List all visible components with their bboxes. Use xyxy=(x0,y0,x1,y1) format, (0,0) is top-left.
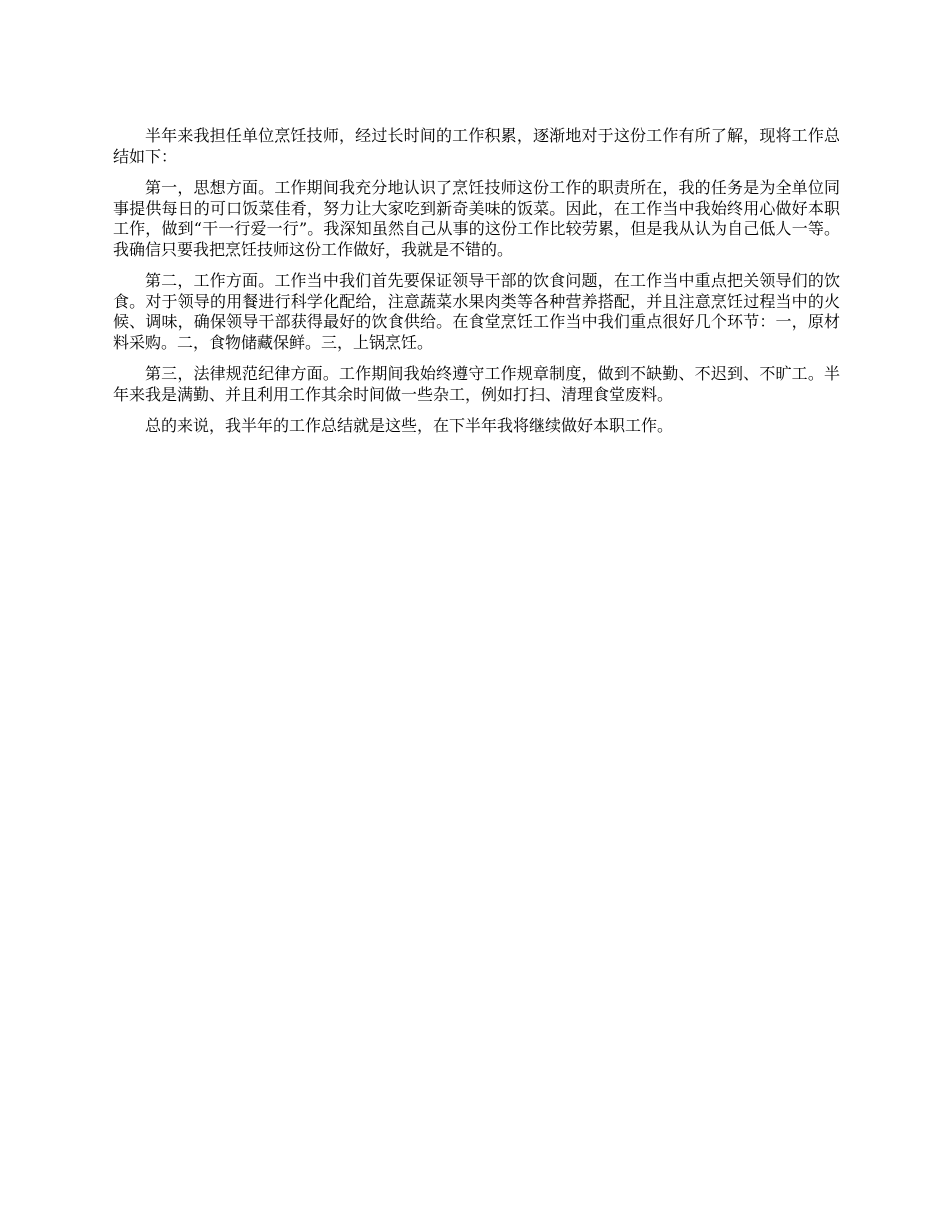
paragraph-conclusion: 总的来说，我半年的工作总结就是这些，在下半年我将继续做好本职工作。 xyxy=(145,416,674,435)
paragraph-work: 第二，工作方面。工作当中我们首先要保证领导干部的饮食问题，在工作当中重点把关领导们的饮食。对于领导的用餐进行科学化配给，注意蔬菜水果肉类等各种营养搭配，并且注意烹饪过程当中的火候、调味，确保领导干部获得最好的饮食供给。在食堂烹饪工作当中我们重点很好几个环节：一，原材料采购。二，食物储藏保鲜。三，上锅烹饪。 xyxy=(113,271,840,352)
document-body xyxy=(113,126,840,448)
paragraph-intro: 半年来我担任单位烹饪技师，经过长时间的工作积累，逐渐地对于这份工作有所了解，现将工作总结如下： xyxy=(113,126,840,166)
paragraph-discipline: 第三，法律规范纪律方面。工作期间我始终遵守工作规章制度，做到不缺勤、不迟到、不旷工。半年来我是满勤、并且利用工作其余时间做一些杂工，例如打扫、清理食堂废料。 xyxy=(113,364,840,404)
paragraph-thought: 第一，思想方面。工作期间我充分地认识了烹饪技师这份工作的职责所在，我的任务是为全单位同事提供每日的可口饭菜佳肴，努力让大家吃到新奇美味的饭菜。因此，在工作当中我始终用心做好本职工作，做到“干一行爱一行”。我深知虽然自己从事的这份工作比较劳累，但是我从认为自己低人一等。我确信只要我把烹饪技师这份工作做好，我就是不错的。 xyxy=(113,178,840,259)
